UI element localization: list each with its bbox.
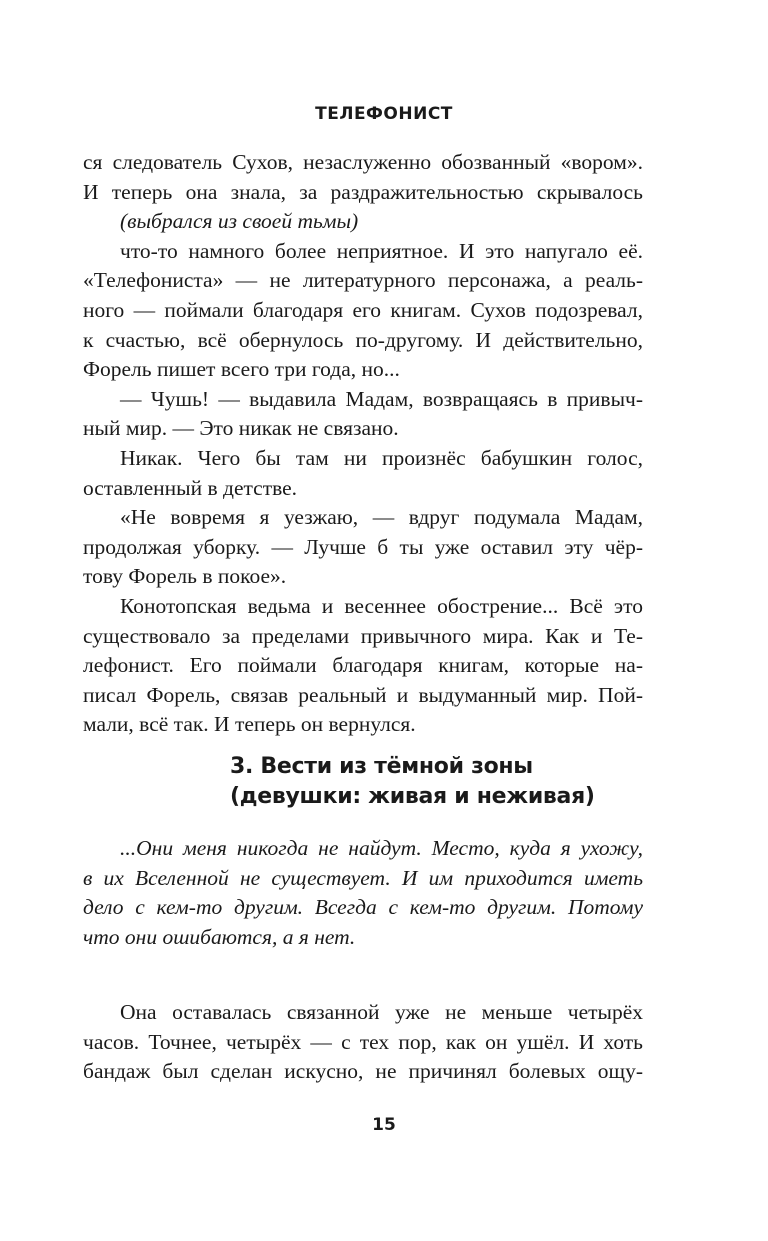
text-line: Конотопская ведьма и весеннее обострение... Всё это [120,593,643,618]
text-line: тову Форель в покое». [83,564,287,589]
body-text [83,148,643,740]
text-line: — Чушь! — выдавила Мадам, возвращаясь в привыч- [120,386,643,411]
text-line-italic-insert: (выбрался из своей тьмы) [120,209,359,234]
running-head: ТЕЛЕФОНИСТ [315,104,453,124]
epigraph-line: ...Они меня никогда не найдут. Место, куда я ухожу, [120,836,643,860]
text-line: лефонист. Его поймали благодаря книгам, которые на- [83,653,643,678]
chapter-heading [230,752,595,812]
text-line: Никак. Чего бы там ни произнёс бабушкин голос, [120,445,643,470]
text-line: продолжая уборку. — Лучше б ты уже оставил эту чёр- [83,534,643,559]
epigraph-line: что они ошибаются, а я нет. [83,924,356,949]
epigraph-line: в их Вселенной не существует. И им приходится иметь [83,865,643,890]
text-line: ного — поймали благодаря его книгам. Сухов подозревал, [83,297,643,322]
epigraph-line: дело с кем-то другим. Всегда с кем-то другим. Потому [83,895,643,920]
text-line: часов. Точнее, четырёх — с тех пор, как он ушёл. И хоть [83,1029,643,1054]
chapter-subtitle: (девушки: живая и неживая) [230,784,595,809]
text-line: оставленный в детстве. [83,475,298,500]
text-line: бандаж был сделан искусно, не причинял болевых ощу- [83,1059,643,1084]
text-line: мали, всё так. И теперь он вернулся. [83,712,416,737]
text-line: Она оставалась связанной уже не меньше четырёх [120,1000,643,1024]
text-line: ся следователь Сухов, незаслуженно обозванный «вором». [83,150,643,174]
text-line: писал Форель, связав реальный и выдуманный мир. Пой- [83,682,643,707]
text-line: «Не вовремя я уезжаю, — вдруг подумала Мадам, [120,505,643,530]
text-line: Форель пишет всего три года, но... [83,357,400,382]
text-line: что-то намного более неприятное. И это напугало её. [120,238,643,263]
chapter-body [83,998,643,1087]
text-line: «Телефониста» — не литературного персонажа, а реаль- [83,268,643,293]
page-number: 15 [372,1115,396,1135]
text-line: ный мир. — Это никак не связано. [83,416,399,441]
text-line: И теперь она знала, за раздражительностью скрывалось [83,179,643,204]
text-line: существовало за пределами привычного мира. Как и Те- [83,623,643,648]
text-line: к счастью, всё обернулось по-другому. И действительно, [83,327,643,352]
epigraph [83,834,643,952]
chapter-title: 3. Вести из тёмной зоны [230,754,533,779]
